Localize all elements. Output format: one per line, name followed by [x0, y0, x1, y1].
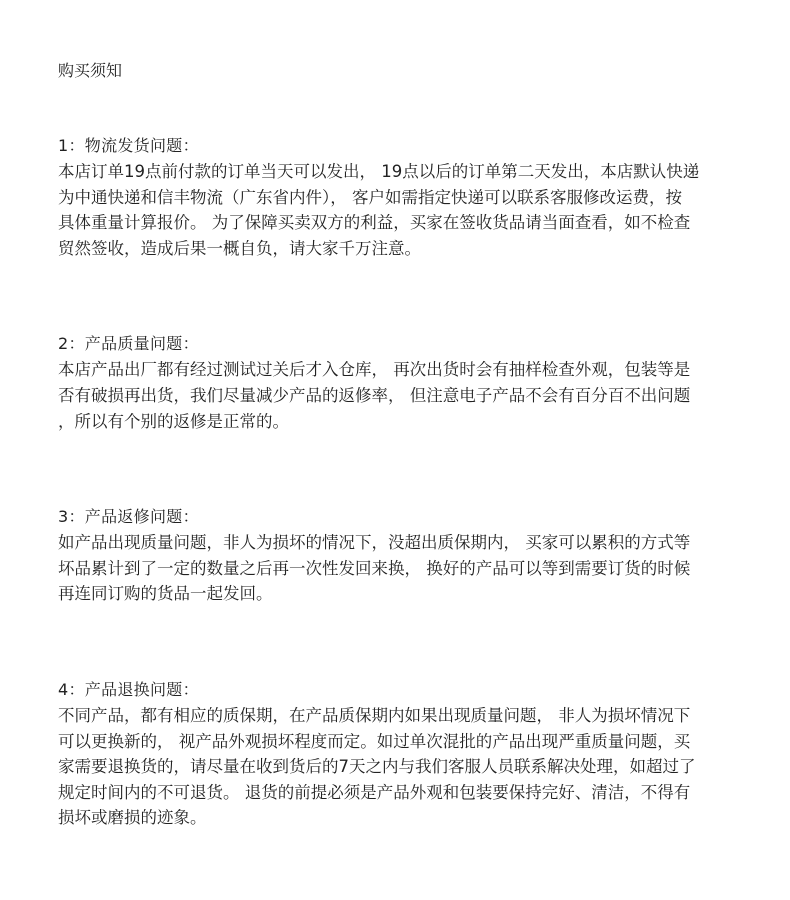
section-text-line: 坏品累计到了一定的数量之后再一次性发回来换， 换好的产品可以等到需要订货的时候 — [58, 558, 691, 578]
section-text-line: 贸然签收，造成后果一概自负，请大家千万注意。 — [58, 238, 421, 258]
section-text-line: 再连同订购的货品一起发回。 — [58, 584, 273, 604]
section-quality — [58, 331, 770, 434]
section-heading: 3：产品返修问题： — [58, 507, 199, 527]
section-text-line: 可以更换新的， 视产品外观损坏程度而定。如过单次混批的产品出现严重质量问题，买 — [58, 731, 691, 751]
section-text-line: 否有破损再出货，我们尽量减少产品的返修率， 但注意电子产品不会有百分百不出问题 — [58, 385, 691, 405]
section-text-line: 如产品出现质量问题，非人为损坏的情况下，没超出质保期内， 买家可以累积的方式等 — [58, 533, 691, 553]
section-text-line: 规定时间内的不可退货。 退货的前提必须是产品外观和包装要保持完好、清洁，不得有 — [58, 782, 691, 802]
section-repair — [58, 504, 770, 607]
section-shipping — [58, 133, 770, 261]
section-heading: 1：物流发货问题： — [58, 136, 199, 155]
section-text-line: 家需要退换货的，请尽量在收到货后的7天之内与我们客服人员联系解决处理，如超过了 — [58, 757, 696, 777]
notice-document — [58, 58, 770, 831]
document-title: 购买须知 — [58, 61, 123, 80]
section-text-line: ，所以有个别的返修是正常的。 — [58, 411, 289, 431]
section-returns — [58, 677, 770, 831]
section-text-line: 本店订单19点前付款的订单当天可以发出， 19点以后的订单第二天发出，本店默认快递 — [58, 162, 700, 181]
section-text-line: 不同产品，都有相应的质保期，在产品质保期内如果出现质量问题， 非人为损坏情况下 — [58, 705, 691, 725]
section-text-line: 本店产品出厂都有经过测试过关后才入仓库， 再次出货时会有抽样检查外观，包装等是 — [58, 360, 691, 380]
section-heading: 2：产品质量问题： — [58, 334, 199, 354]
section-text-line: 损坏或磨损的迹象。 — [58, 808, 207, 828]
section-text-line: 为中通快递和信丰物流（广东省内件）， 客户如需指定快递可以联系客服修改运费，按 — [58, 187, 682, 207]
section-heading: 4：产品退换问题： — [58, 679, 199, 699]
section-text-line: 具体重量计算报价。 为了保障买卖双方的利益，买家在签收货品请当面查看，如不检查 — [58, 213, 691, 233]
